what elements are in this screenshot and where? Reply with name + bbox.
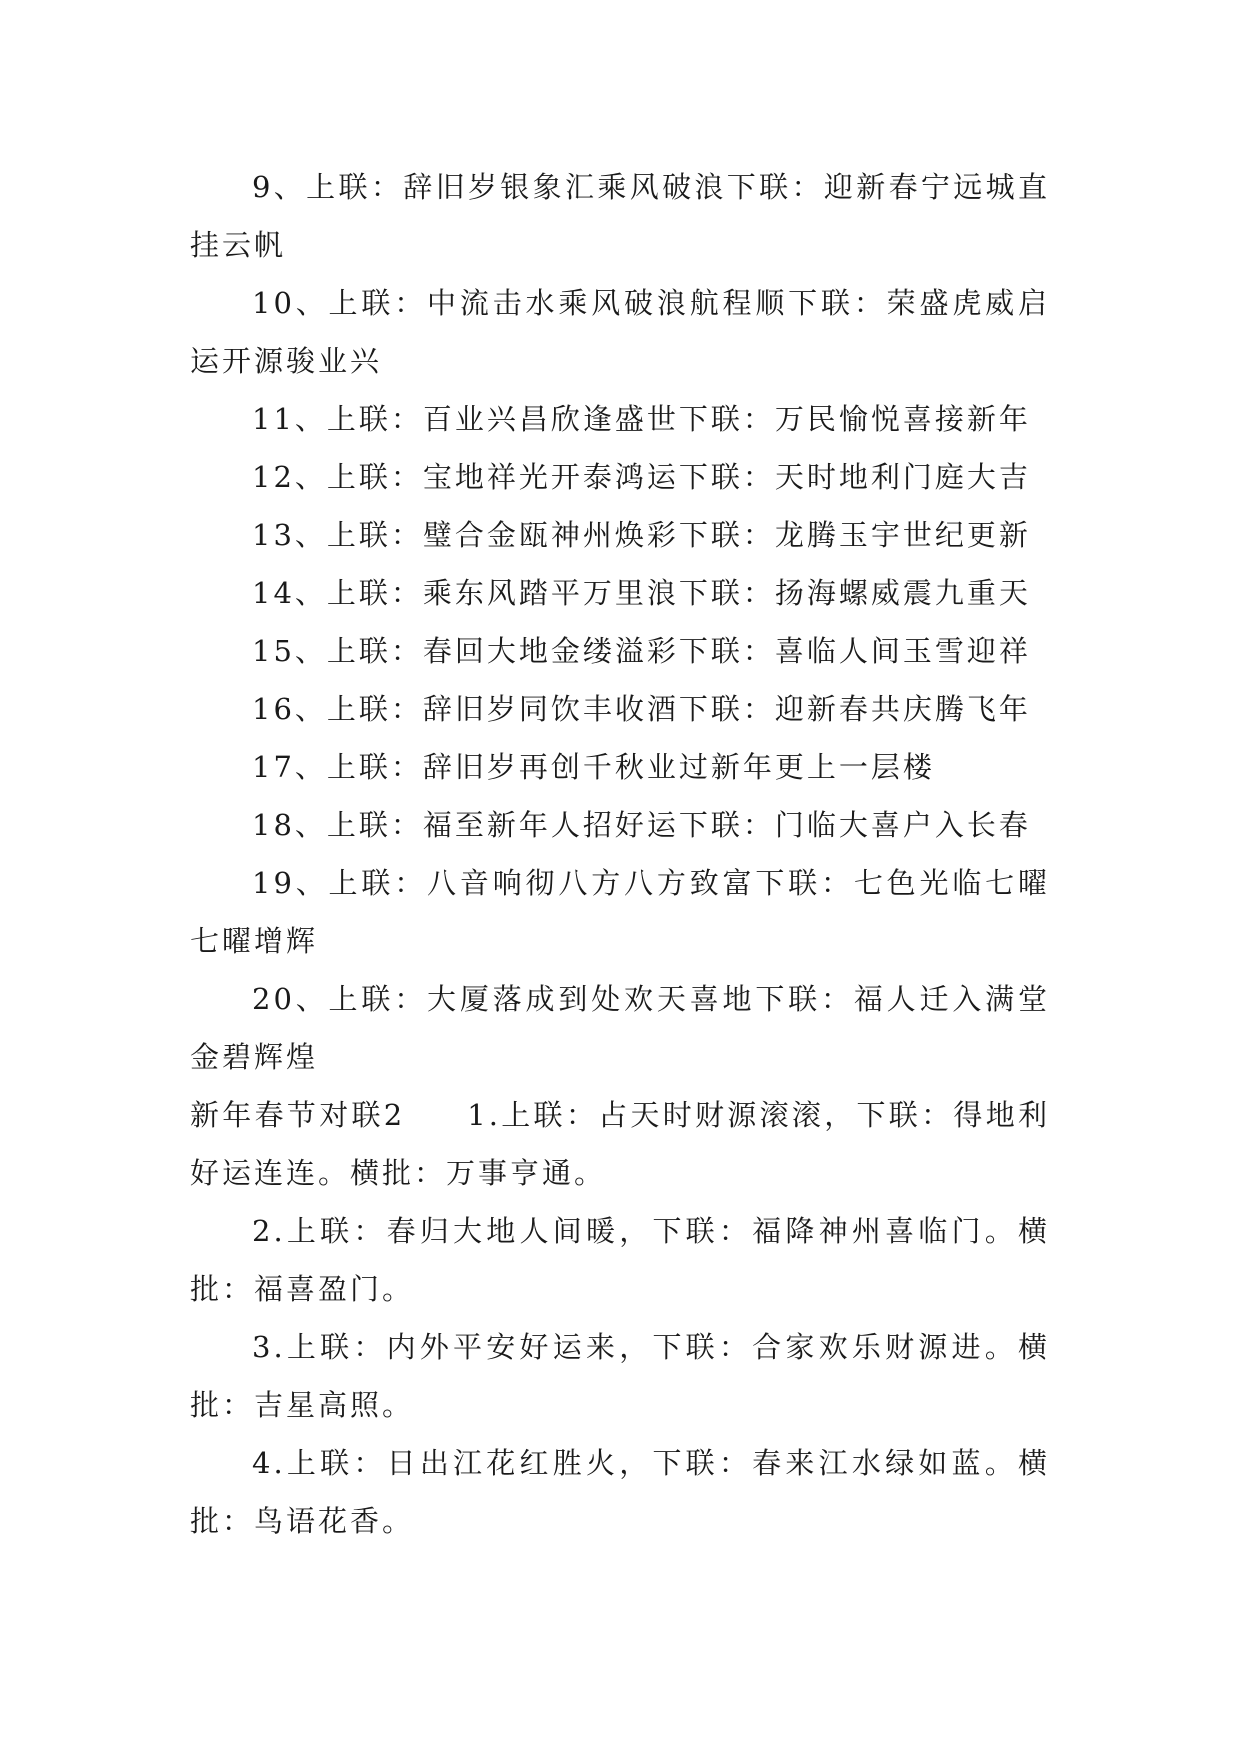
couplet-item-4: 4.上联：日出江花红胜火，下联：春来江水绿如蓝。横批：鸟语花香。 — [190, 1446, 1050, 1538]
couplet-paragraph-10: 10、上联：中流击水乘风破浪航程顺下联：荣盛虎威启运开源骏业兴 — [190, 286, 1050, 378]
couplet-paragraph-11: 11、上联：百业兴昌欣逢盛世下联：万民愉悦喜接新年 — [252, 402, 1031, 436]
section-first-item: 1.上联：占天时财源滚滚，下联：得地利好运连连。横批：万事亨通。 — [190, 1098, 1051, 1190]
couplet-item-3: 3.上联：内外平安好运来，下联：合家欢乐财源进。横批：吉星高照。 — [190, 1330, 1050, 1422]
couplet-paragraph-9: 9、上联：辞旧岁银象汇乘风破浪下联：迎新春宁远城直挂云帆 — [190, 170, 1050, 262]
couplet-paragraph-19: 19、上联：八音响彻八方八方致富下联：七色光临七曜七曜增辉 — [190, 866, 1050, 958]
couplet-paragraph-17: 17、上联：辞旧岁再创千秋业过新年更上一层楼 — [252, 750, 935, 784]
couplet-paragraph-15: 15、上联：春回大地金缕溢彩下联：喜临人间玉雪迎祥 — [252, 634, 1031, 668]
couplet-paragraph-12: 12、上联：宝地祥光开泰鸿运下联：天时地利门庭大吉 — [252, 460, 1031, 494]
couplet-paragraph-13: 13、上联：璧合金瓯神州焕彩下联：龙腾玉宇世纪更新 — [252, 518, 1031, 552]
section-paragraph — [190, 1086, 1050, 1202]
section-heading: 新年春节对联2 — [190, 1098, 406, 1132]
couplet-item-2: 2.上联：春归大地人间暖，下联：福降神州喜临门。横批：福喜盈门。 — [190, 1214, 1050, 1306]
couplet-paragraph-18: 18、上联：福至新年人招好运下联：门临大喜户入长春 — [252, 808, 1031, 842]
couplet-paragraph-14: 14、上联：乘东风踏平万里浪下联：扬海螺威震九重天 — [252, 576, 1031, 610]
document-page — [190, 158, 1050, 1550]
couplet-paragraph-16: 16、上联：辞旧岁同饮丰收酒下联：迎新春共庆腾飞年 — [252, 692, 1031, 726]
couplet-paragraph-20: 20、上联：大厦落成到处欢天喜地下联：福人迁入满堂金碧辉煌 — [190, 982, 1050, 1074]
